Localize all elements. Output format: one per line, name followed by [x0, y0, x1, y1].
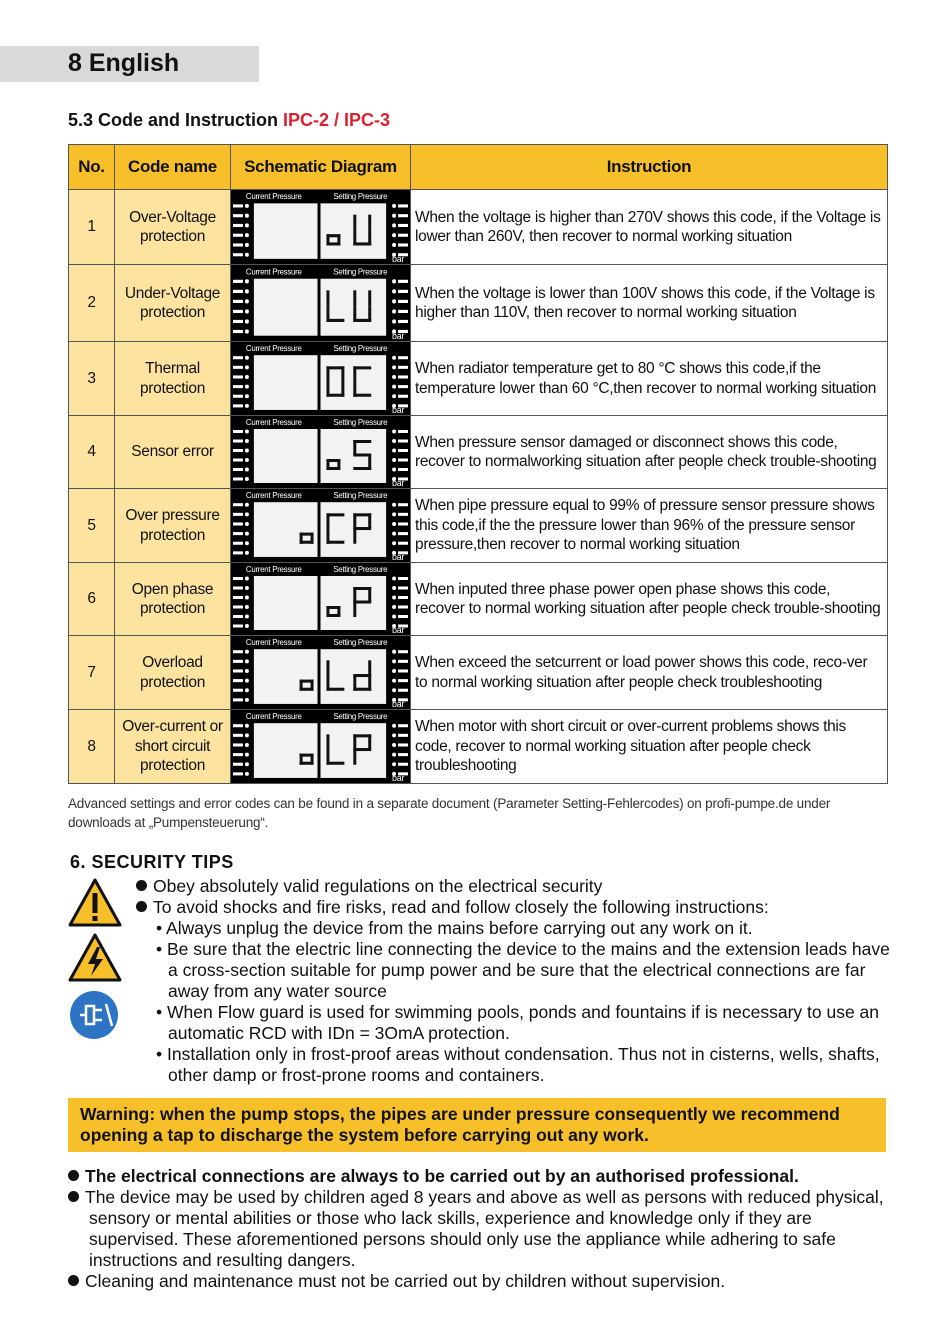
svg-text:bar: bar	[392, 551, 405, 562]
svg-text:Current Pressure: Current Pressure	[245, 638, 302, 648]
row-code-name: Open phase protection	[115, 563, 231, 636]
row-instruction: When the voltage is higher than 270V shows this code, if the Voltage is lower than 260V, then recover to normal working situation	[411, 190, 888, 265]
tip-sub-bullet: • Always unplug the device from the mains before carrying out any work on it.	[156, 918, 753, 938]
table-row	[69, 563, 888, 636]
bullet-dot-icon	[136, 901, 147, 912]
svg-text:Setting Pressure: Setting Pressure	[333, 417, 388, 428]
row-number: 2	[69, 265, 115, 342]
svg-text:Current Pressure: Current Pressure	[245, 344, 302, 354]
row-number: 3	[69, 342, 115, 416]
svg-text:Current Pressure: Current Pressure	[245, 491, 302, 501]
row-instruction: When pipe pressure equal to 99% of pressure sensor pressure shows this code,if the the pressure lower than 96% of the pressure sensor pressure,then recover to normal working situation	[411, 489, 888, 563]
row-number: 8	[69, 710, 115, 784]
security-title: 6. SECURITY TIPS	[70, 852, 234, 872]
row-number: 7	[69, 636, 115, 710]
unplug-mains-icon	[68, 990, 122, 1040]
svg-text:Setting Pressure: Setting Pressure	[333, 491, 388, 501]
row-schematic-diagram	[231, 710, 411, 784]
lcd-display-icon	[231, 265, 410, 341]
lcd-display-icon	[231, 489, 410, 562]
table-row	[69, 636, 888, 710]
row-code-name: Over-Voltage protection	[115, 190, 231, 265]
table-row	[69, 342, 888, 416]
svg-text:Setting Pressure: Setting Pressure	[333, 344, 388, 354]
page-header-band	[0, 46, 259, 82]
row-instruction: When motor with short circuit or over-current problems shows this code, recover to normal working situation after people check troubleshooting	[411, 710, 888, 784]
table-row	[69, 489, 888, 563]
row-instruction: When exceed the setcurrent or load power shows this code, reco-ver to normal working situation after people check troubleshooting	[411, 636, 888, 710]
row-code-name: Under-Voltage protection	[115, 265, 231, 342]
note-bullet: The electrical connections are always to be carried out by an authorised professional.	[68, 1166, 888, 1187]
row-code-name: Thermal protection	[115, 342, 231, 416]
svg-text:Setting Pressure: Setting Pressure	[333, 638, 388, 648]
row-schematic-diagram	[231, 265, 411, 342]
row-number: 1	[69, 190, 115, 265]
table-row	[69, 190, 888, 265]
error-code-table	[68, 144, 888, 784]
footnote: Advanced settings and error codes can be found in a separate document (Parameter Setting-Fehlercodes) on profi-pumpe.de under downloads at „Pumpensteuerung“.	[68, 796, 831, 830]
section-title-models: IPC-2 / IPC-3	[283, 110, 391, 130]
svg-text:Setting Pressure: Setting Pressure	[333, 192, 388, 202]
row-instruction: When inputed three phase power open phase shows this code, recover to normal working situation after people check trouble-shooting	[411, 563, 888, 636]
row-number: 5	[69, 489, 115, 563]
row-instruction: When radiator temperature get to 80 °C shows this code,if the temperature lower than 60 °C,then recover to normal working situation	[411, 342, 888, 416]
svg-text:Setting Pressure: Setting Pressure	[333, 712, 388, 722]
row-instruction: When the voltage is lower than 100V shows this code, if the Voltage is higher than 110V, then recover to normal working situation	[411, 265, 888, 342]
row-instruction: When pressure sensor damaged or disconnect shows this code, recover to normalworking situation after people check trouble-shooting	[411, 416, 888, 489]
svg-text:Current Pressure: Current Pressure	[245, 267, 302, 277]
table-header-row	[69, 145, 888, 190]
svg-text:bar: bar	[392, 698, 405, 709]
security-tips	[136, 876, 896, 1086]
tip-bullet: To avoid shocks and fire risks, read and follow closely the following instructions:	[136, 897, 896, 918]
row-number: 4	[69, 416, 115, 489]
row-schematic-diagram	[231, 563, 411, 636]
row-code-name: Sensor error	[115, 416, 231, 489]
svg-text:bar: bar	[392, 477, 405, 488]
lcd-display-icon	[231, 416, 410, 488]
row-schematic-diagram	[231, 342, 411, 416]
tip-sub-bullet: • Be sure that the electric line connecting the device to the mains and the extension leads have a cross-section suitable for pump power and be sure that the electrical connections are far away from any water source	[156, 939, 890, 1001]
header-schematic: Schematic Diagram	[231, 145, 411, 190]
note-bullet: Cleaning and maintenance must not be carried out by children without supervision.	[68, 1271, 888, 1292]
header-instruction: Instruction	[411, 145, 888, 190]
tip-bullet: Obey absolutely valid regulations on the electrical security	[136, 876, 896, 897]
section-title	[68, 110, 390, 131]
section-title-prefix: 5.3 Code and Instruction	[68, 110, 284, 130]
svg-text:bar: bar	[392, 772, 405, 783]
svg-text:Setting Pressure: Setting Pressure	[333, 564, 388, 575]
svg-text:Current Pressure: Current Pressure	[245, 417, 302, 428]
svg-text:Current Pressure: Current Pressure	[245, 564, 302, 575]
note-bullet: The device may be used by children aged 8 years and above as well as persons with reduced physical, sensory or mental abilities or those who lack skills, experience and knowledge only if they are supervised. These aforementioned persons should only use the appliance while adhering to safe instructions and resulting dangers.	[68, 1187, 888, 1271]
final-notes	[68, 1166, 888, 1292]
svg-text:bar: bar	[392, 253, 405, 264]
row-schematic-diagram	[231, 489, 411, 563]
header-code-name: Code name	[115, 145, 231, 190]
bullet-dot-icon	[136, 880, 147, 891]
lcd-display-icon	[231, 342, 410, 415]
warning-triangle-icon	[68, 878, 122, 928]
tip-sub-bullet: • When Flow guard is used for swimming pools, ponds and fountains if is necessary to use an automatic RCD with IDn = 3OmA protection.	[156, 1002, 880, 1043]
svg-text:Current Pressure: Current Pressure	[245, 192, 302, 202]
warning-box: Warning: when the pump stops, the pipes are under pressure consequently we recommend opening a tap to discharge the system before carrying out any work.	[68, 1098, 886, 1152]
table-row	[69, 265, 888, 342]
row-code-name: Over pressure protection	[115, 489, 231, 563]
svg-text:bar: bar	[392, 404, 405, 415]
tip-sub-bullet: • Installation only in frost-proof areas without condensation. Thus not in cisterns, wells, shafts, other damp or frost-prone rooms and containers.	[156, 1044, 880, 1085]
svg-text:bar: bar	[392, 330, 405, 341]
bullet-dot-icon	[68, 1275, 79, 1286]
row-code-name: Overload protection	[115, 636, 231, 710]
row-schematic-diagram	[231, 416, 411, 489]
svg-text:Setting Pressure: Setting Pressure	[333, 267, 388, 277]
table-row	[69, 416, 888, 489]
bullet-dot-icon	[68, 1170, 79, 1181]
page-header: 8 English	[68, 49, 180, 77]
row-schematic-diagram	[231, 636, 411, 710]
header-no: No.	[69, 145, 115, 190]
table-row	[69, 710, 888, 784]
bullet-dot-icon	[68, 1191, 79, 1202]
lcd-display-icon	[231, 710, 410, 783]
electrical-hazard-icon	[68, 933, 122, 983]
lcd-display-icon	[231, 563, 410, 635]
row-schematic-diagram	[231, 190, 411, 265]
svg-text:bar: bar	[392, 624, 405, 635]
row-code-name: Over-current or short circuit protection	[115, 710, 231, 784]
lcd-display-icon	[231, 636, 410, 709]
lcd-display-icon	[231, 190, 410, 264]
svg-text:Current Pressure: Current Pressure	[245, 712, 302, 722]
row-number: 6	[69, 563, 115, 636]
